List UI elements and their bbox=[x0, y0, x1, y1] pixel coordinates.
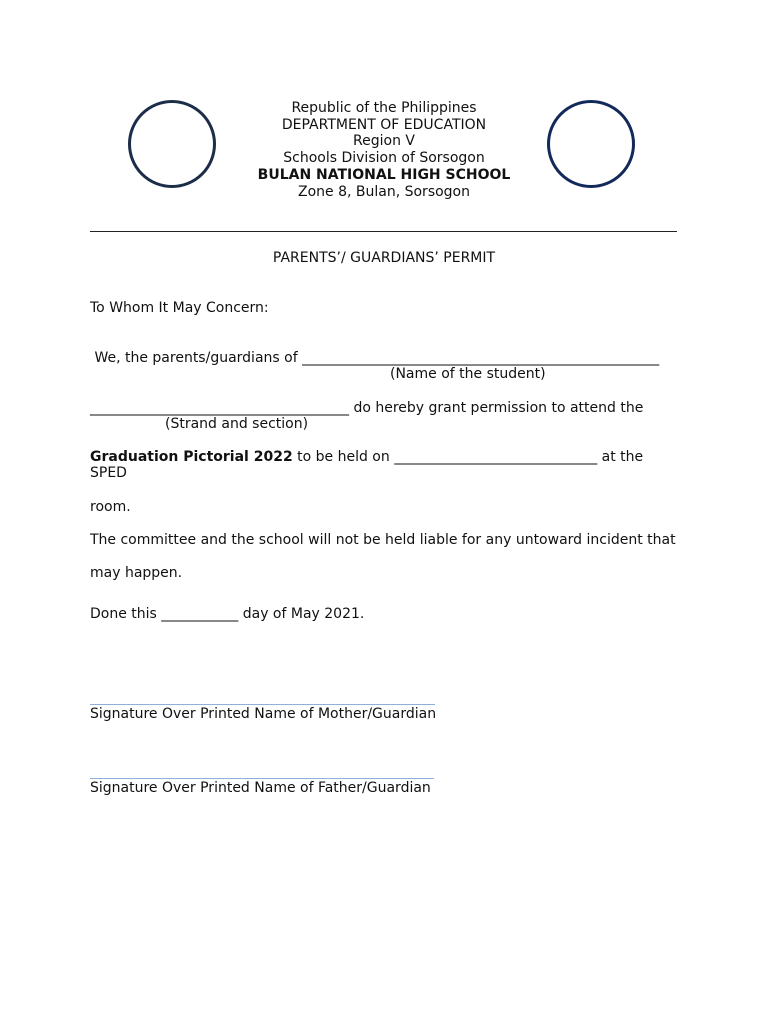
student-name-caption: (Name of the student) bbox=[390, 366, 546, 382]
event-venue: SPED bbox=[90, 465, 127, 481]
letterhead-school: BULAN NATIONAL HIGH SCHOOL bbox=[257, 166, 511, 183]
letterhead-division: Schools Division of Sorsogon bbox=[283, 150, 485, 167]
student-name-line: We, the parents/guardians of ___________________________________________________ bbox=[90, 350, 660, 366]
left-seal-placeholder bbox=[128, 100, 216, 188]
father-signature-line bbox=[90, 778, 434, 779]
event-line bbox=[90, 449, 643, 466]
letterhead-address: Zone 8, Bulan, Sorsogon bbox=[297, 183, 470, 200]
father-signature-label: Signature Over Printed Name of Father/Guardian bbox=[90, 780, 431, 796]
done-date-line: Done this ___________ day of May 2021. bbox=[90, 606, 365, 622]
venue-continuation: room. bbox=[90, 499, 131, 515]
letterhead-country: Republic of the Philippines bbox=[291, 100, 477, 116]
strand-section-line: _____________________________________ do hereby grant permission to attend the bbox=[90, 400, 644, 416]
mother-signature-line bbox=[90, 704, 435, 705]
letterhead-department: DEPARTMENT OF EDUCATION bbox=[281, 116, 487, 133]
event-name: Graduation Pictorial 2022 bbox=[90, 449, 293, 465]
header-divider bbox=[90, 231, 677, 232]
salutation: To Whom It May Concern: bbox=[90, 300, 269, 316]
right-seal-placeholder bbox=[547, 100, 635, 188]
event-date-line: to be held on _____________________________ at the bbox=[292, 449, 644, 465]
letterhead-region: Region V bbox=[353, 133, 415, 150]
document-title: PARENTS’/ GUARDIANS’ PERMIT bbox=[272, 250, 496, 266]
liability-line-1: The committee and the school will not be held liable for any untoward incident that bbox=[90, 532, 676, 548]
letterhead bbox=[234, 100, 534, 200]
mother-signature-label: Signature Over Printed Name of Mother/Guardian bbox=[90, 706, 437, 722]
strand-section-caption: (Strand and section) bbox=[165, 416, 309, 432]
liability-line-2: may happen. bbox=[90, 565, 183, 581]
